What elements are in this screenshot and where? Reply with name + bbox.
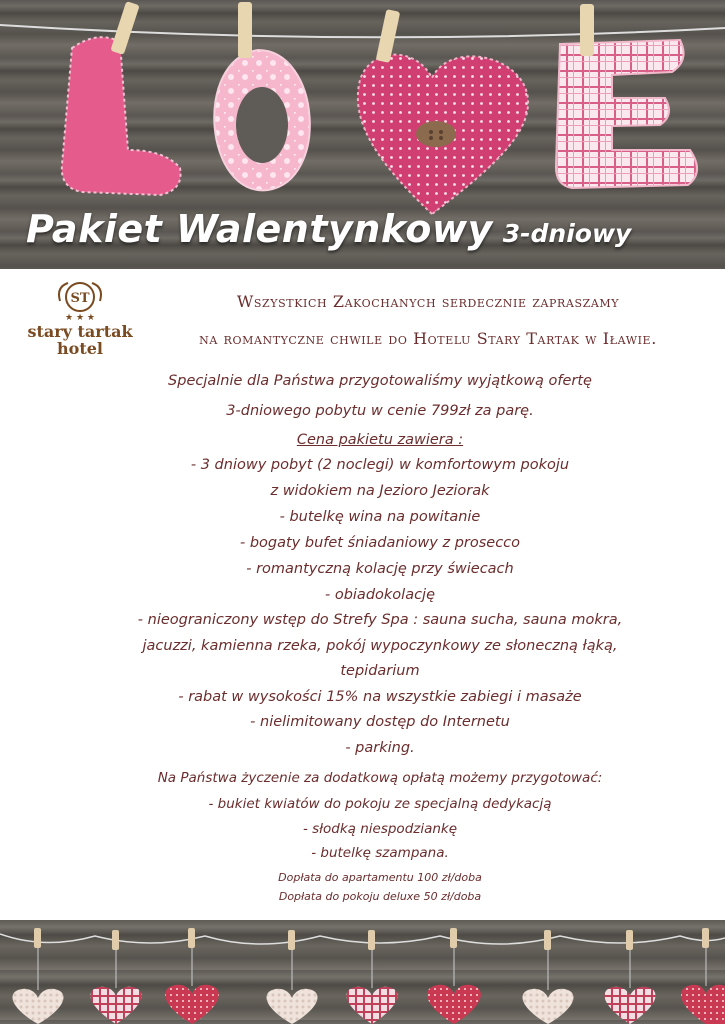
hanging-hearts-illustration: [0, 920, 725, 1024]
hero-title-main: Pakiet Walentynkowy: [26, 207, 493, 251]
intro-line2: 3-dniowego pobytu w cenie 799zł za parę.: [226, 403, 534, 419]
hero-banner: [0, 0, 725, 269]
extras-line: - butelkę szampana.: [311, 845, 449, 861]
monogram-icon: [50, 279, 110, 323]
extras-line: - bukiet kwiatów do pokoju ze specjalną dedykacją: [208, 796, 552, 812]
invitation-heading-line1: Wszystkich Zakochanych serdecznie zapraszamy: [236, 292, 620, 311]
package-line: - 3 dniowy pobyt (2 noclegi) w komfortowym pokoju: [190, 457, 570, 473]
surcharge-apartment: Dopłata do apartamentu 100 zł/doba: [278, 871, 482, 884]
extras-line: - słodką niespodziankę: [302, 821, 458, 837]
package-line: tepidarium: [340, 663, 420, 679]
package-line: jacuzzi, kamienna rzeka, pokój wypoczynkowy ze słoneczną łąką,: [142, 638, 618, 654]
package-line: - rabat w wysokości 15% na wszystkie zabiegi i masaże: [178, 689, 582, 705]
extras-title: Na Państwa życzenie za dodatkową opłatą możemy przygotować:: [157, 770, 603, 786]
hero-title-suffix: 3-dniowy: [502, 219, 632, 248]
logo-line2: hotel: [57, 339, 103, 358]
package-line: z widokiem na Jezioro Jeziorak: [270, 483, 490, 499]
package-title: Cena pakietu zawiera :: [296, 432, 464, 448]
package-line: - obiadokolację: [324, 587, 435, 603]
invitation-heading-line2: na romantyczne chwile do Hotelu Stary Tartak w Iławie.: [199, 329, 657, 348]
hero-title: [26, 207, 631, 251]
footer-hearts-banner: [0, 920, 725, 1024]
logo-line1: stary tartak: [27, 322, 133, 341]
heart-icon: [13, 940, 725, 1024]
svg-text:★ ★ ★: ★ ★ ★: [65, 313, 95, 323]
package-line: - nielimitowany dostęp do Internetu: [250, 714, 510, 730]
package-line: - butelkę wina na powitanie: [279, 509, 481, 525]
intro-line1: Specjalnie dla Państwa przygotowaliśmy wyjątkową ofertę: [168, 373, 592, 389]
surcharge-deluxe: Dopłata do pokoju deluxe 50 zł/doba: [278, 890, 482, 903]
hotel-logo: [18, 279, 142, 357]
package-line: - bogaty bufet śniadaniowy z prosecco: [239, 535, 521, 551]
package-line: - romantyczną kolację przy świecach: [246, 561, 514, 577]
package-line: - parking.: [345, 740, 415, 756]
monogram-text: ST: [70, 291, 90, 306]
package-line: - nieograniczony wstęp do Strefy Spa : sauna sucha, sauna mokra,: [137, 612, 623, 628]
